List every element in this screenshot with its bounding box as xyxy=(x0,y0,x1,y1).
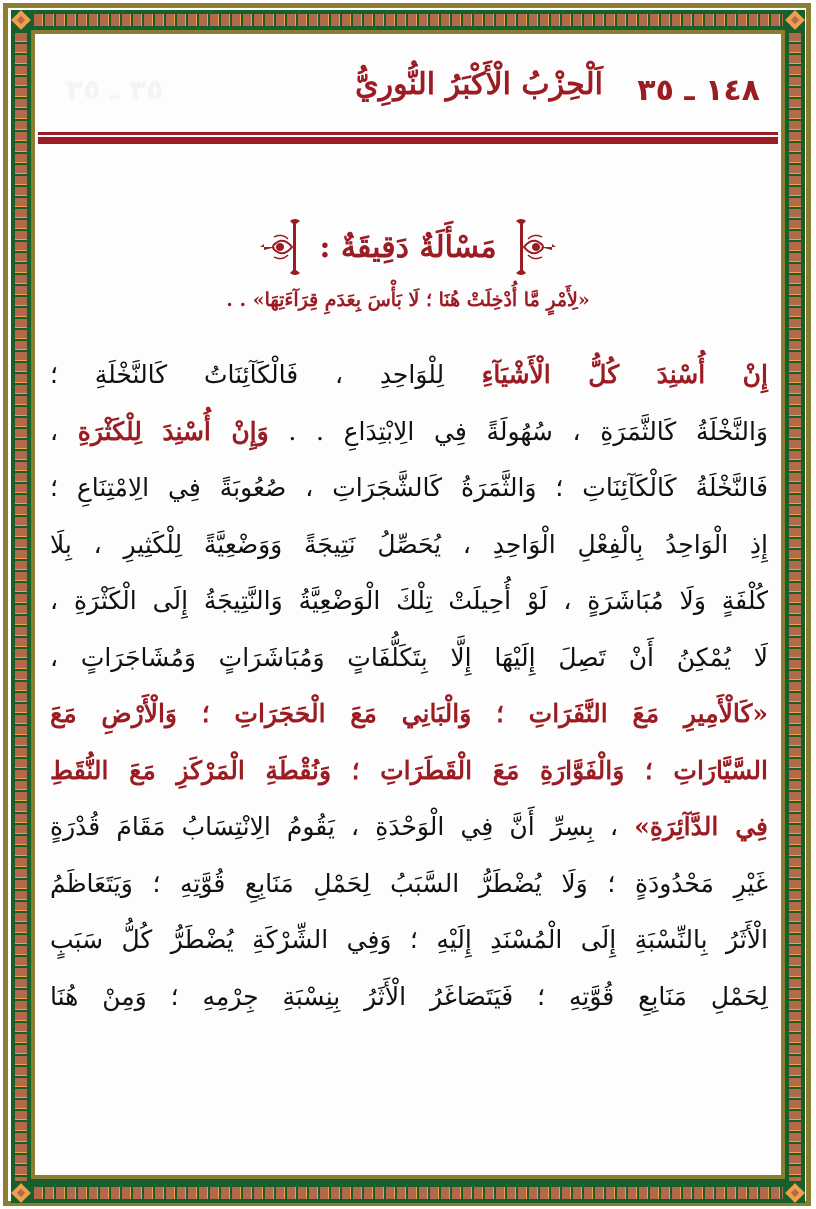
body-line xyxy=(50,573,768,630)
running-title: اَلْحِزْبُ الْأَكْبَرُ النُّورِيُّ xyxy=(355,67,603,102)
corner-ornament-icon xyxy=(11,1183,31,1203)
highlighted-text: وَإِنْ أُسْنِدَ لِلْكَثْرَةِ xyxy=(77,416,269,446)
body-line xyxy=(50,347,768,404)
page-content xyxy=(38,37,778,1172)
text-segment: غَيْرِ مَحْدُودَةٍ ؛ وَلَا يُضْطَرُّ السَّبَبُ لِحَمْلِ مَنَابِعِ قُوَّتِهِ ؛ وَيَتَعَاظَمُ xyxy=(50,868,768,898)
section-heading xyxy=(38,217,778,277)
text-segment: ، بِسِرِّ أَنَّ فِي الْوَحْدَةِ ، يَقُومُ الِانْتِسَابُ مَقَامَ قُدْرَةٍ xyxy=(50,812,635,841)
chain-ornament-right xyxy=(789,32,801,1181)
text-segment: إِذِ الْوَاحِدُ بِالْفِعْلِ الْوَاحِدِ ، يُحَصِّلُ نَتِيجَةً وَوَضْعِيَّةً لِلْكَثِيرِ ، بِلَا xyxy=(50,529,768,559)
body-line xyxy=(50,404,768,461)
text-segment: لِحَمْلِ مَنَابِعِ قُوَّتِهِ ؛ فَيَتَصَاغَرُ الْأَثَرُ بِنِسْبَةِ جِرْمِهِ ؛ وَمِنْ هُنَا xyxy=(50,981,768,1011)
body-line xyxy=(50,969,768,1026)
highlighted-text: «كَالْأَمِيرِ مَعَ النَّفَرَاتِ ؛ وَالْبَانِي مَعَ الْحَجَرَاتِ ؛ وَالْأَرْضِ مَعَ xyxy=(50,699,768,728)
heading-ornament-right-icon xyxy=(512,217,560,277)
text-segment: ، xyxy=(50,416,78,446)
header-rule-thin xyxy=(38,132,778,135)
section-title: مَسْأَلَةٌ دَقِيقَةٌ : xyxy=(319,229,497,265)
heading-ornament-left-icon xyxy=(256,217,304,277)
body-line xyxy=(50,912,768,969)
text-segment: لَا يُمْكِنُ أَنْ تَصِلَ إِلَيْهَا إِلَّا بِتَكَلُّفَاتٍ وَمُبَاشَرَاتٍ وَمُشَاجَرَاتٍ ، xyxy=(50,642,769,672)
text-segment: كُلْفَةٍ وَلَا مُبَاشَرَةٍ ، لَوْ أُحِيلَتْ تِلْكَ الْوَضْعِيَّةُ وَالنَّتِيجَةُ إِلَى الْكَثْرَةِ ، xyxy=(50,586,768,615)
highlighted-text: إِنْ أُسْنِدَ كُلُّ الْأَشْيَآءِ xyxy=(444,360,768,389)
text-segment: لِلْوَاحِدِ ، فَالْكَآئِنَاتُ كَالنَّخْلَةِ ؛ xyxy=(50,360,445,389)
text-segment: فَالنَّخْلَةُ كَالْكَآئِنَاتِ ؛ وَالثَّمَرَةُ كَالشَّجَرَاتِ ، صُعُوبَةً فِي الِامْتِنَاعِ ؛ xyxy=(50,473,768,502)
body-line xyxy=(50,460,768,517)
body-line xyxy=(50,630,768,687)
body-line xyxy=(50,799,768,856)
text-segment: الْأَثَرُ بِالنِّسْبَةِ إِلَى الْمُسْنَدِ إِلَيْهِ ؛ وَفِي الشِّرْكَةِ يُضْطَرُّ كُلُّ سَبَبٍ xyxy=(50,925,768,954)
body-line xyxy=(50,743,768,800)
chain-ornament-top xyxy=(33,14,783,26)
page-number: ١٤٨ ـ ٣٥ xyxy=(637,73,760,108)
body-line xyxy=(50,856,768,913)
corner-ornament-icon xyxy=(785,1183,805,1203)
corner-ornament-icon xyxy=(785,10,805,30)
body-line xyxy=(50,686,768,743)
highlighted-text: السَّيَّارَاتِ ؛ وَالْفَوَّارَةِ مَعَ الْقَطَرَاتِ ؛ وَنُقْطَةِ الْمَرْكَزِ مَعَ النُّقَطِ xyxy=(50,755,768,785)
highlighted-text: فِي الدَّآئِرَةِ» xyxy=(634,812,768,841)
body-line xyxy=(50,517,768,574)
corner-ornament-icon xyxy=(11,10,31,30)
ghost-page-number: ٣٥ ـ ٣٥ xyxy=(66,73,164,106)
page-header xyxy=(38,67,778,127)
chain-ornament-left xyxy=(15,32,27,1181)
text-segment: وَالنَّخْلَةُ كَالثَّمَرَةِ ، سُهُولَةً فِي الِابْتِدَاعِ . . xyxy=(268,416,768,446)
chain-ornament-bottom xyxy=(33,1187,783,1199)
section-subtitle: «لِأَمْرٍ مَّا أُدْخِلَتْ هُنَا ؛ لَا بَأْسَ بِعَدَمِ قِرَآءَتِهَا» . . xyxy=(226,289,590,311)
header-rule-thick xyxy=(38,137,778,144)
body-text xyxy=(50,347,768,1025)
